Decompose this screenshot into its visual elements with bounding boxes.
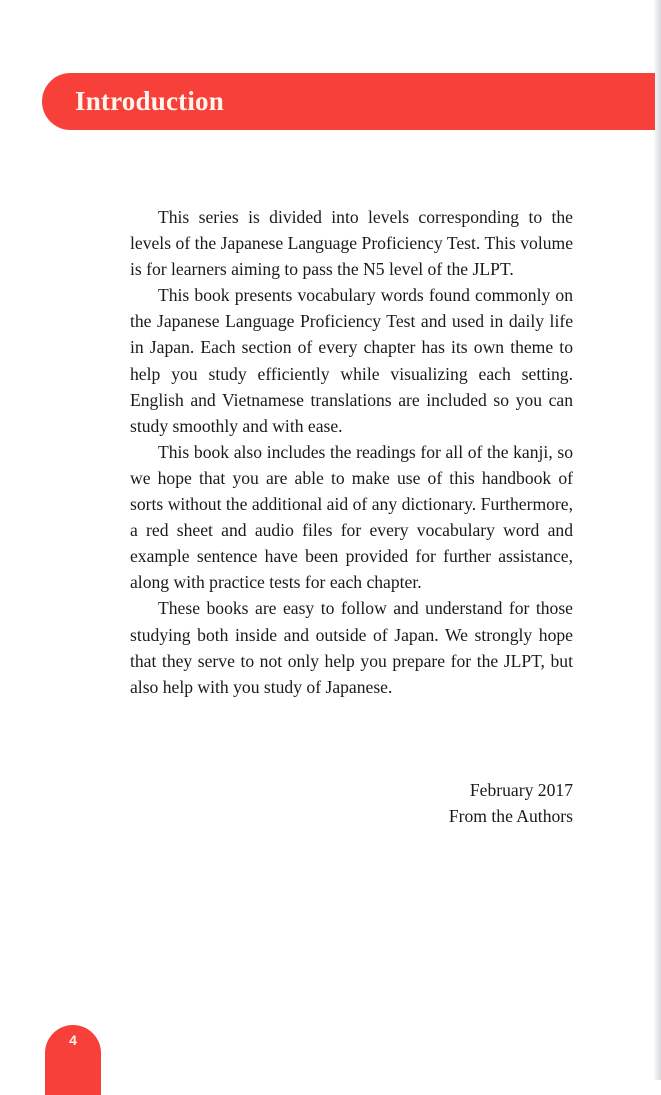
paragraph: This series is divided into levels corresponding to the levels of the Japanese Language Proficiency Test. This volume is for learners aiming to pass the N5 level of the JLPT.	[130, 207, 573, 280]
body-text	[130, 204, 573, 700]
page-title: Introduction	[75, 86, 224, 116]
signature-author: From the Authors	[448, 806, 573, 827]
paragraph: These books are easy to follow and understand for those studying both inside and outside of Japan. We strongly hope that they serve to not only help you prepare for the JLPT, but also help with you study of Japanese.	[130, 598, 573, 697]
page-number-tab	[45, 1025, 101, 1095]
signature-block	[130, 777, 573, 829]
signature-date: February 2017	[469, 780, 573, 800]
page-number: 4	[69, 1032, 77, 1048]
paragraph: This book also includes the readings for all of the kanji, so we hope that you are able to make use of this handbook of sorts without the additional aid of any dictionary. Furthermore, a red sheet and audio files for every vocabulary word and example sentence have been provided for further assistance, along with practice tests for each chapter.	[130, 441, 573, 593]
title-banner	[42, 73, 655, 130]
page-gutter-shadow	[653, 0, 661, 1080]
paragraph: This book presents vocabulary words found commonly on the Japanese Language Proficiency Test and used in daily life in Japan. Each section of every chapter has its own theme to help you study efficiently while visualizing each setting. English and Vietnamese translations are included so you can study smoothly and with ease.	[130, 285, 573, 436]
